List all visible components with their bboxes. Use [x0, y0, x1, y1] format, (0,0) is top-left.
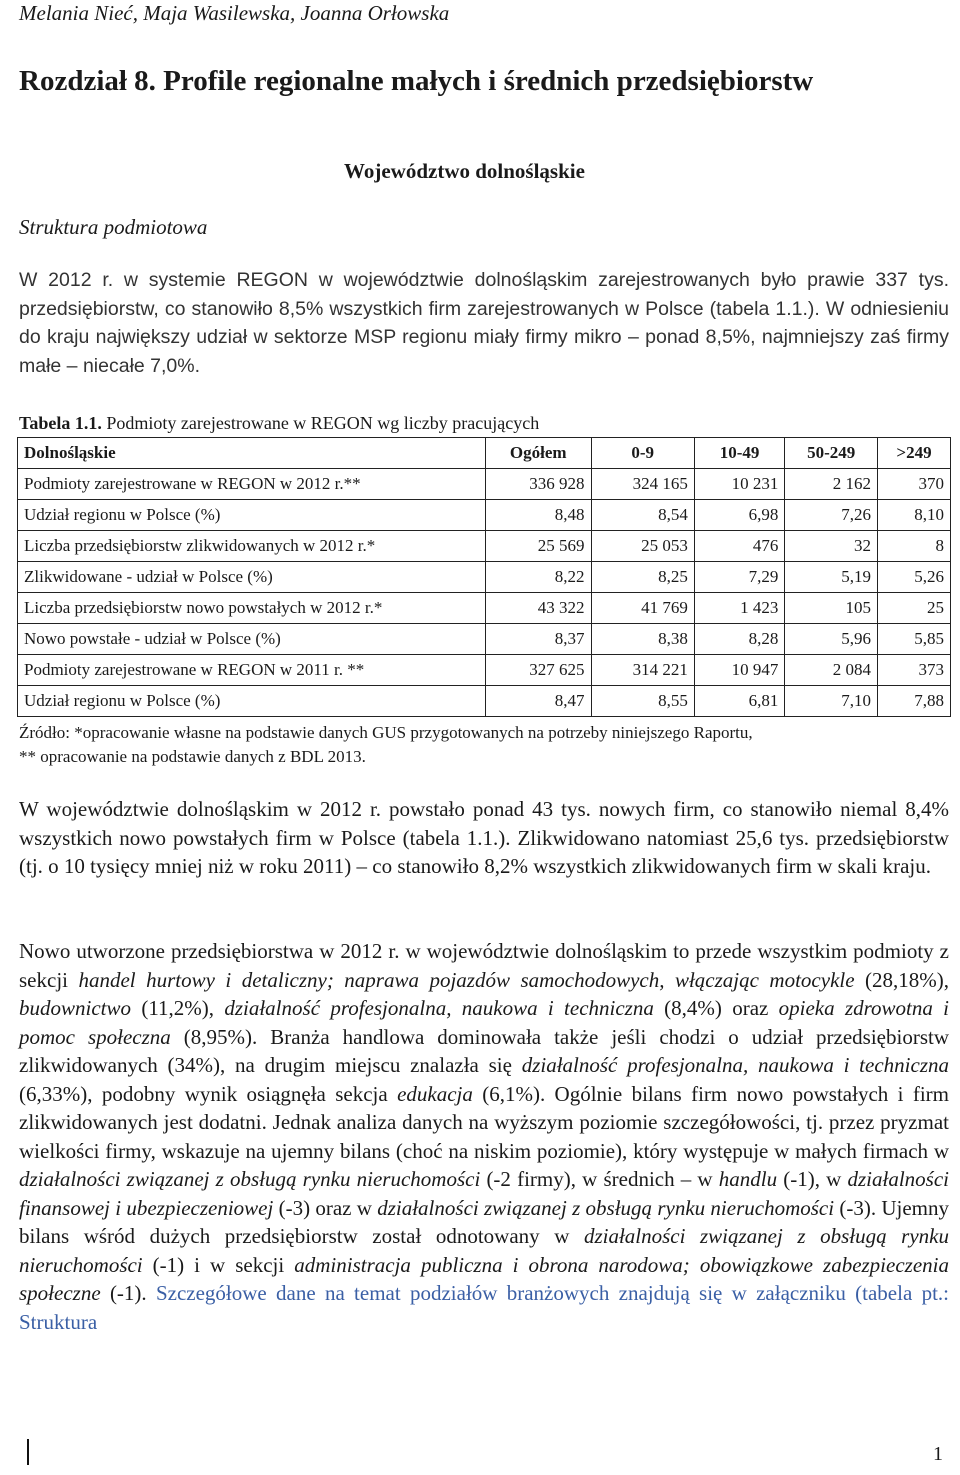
table-cell: Udział regionu w Polsce (%): [18, 500, 486, 531]
table-cell: 8,22: [486, 562, 592, 593]
text-run: (-1).: [100, 1281, 156, 1305]
table-cell: 8,25: [591, 562, 694, 593]
table-cell: 7,88: [877, 686, 950, 717]
paragraph-intro: W 2012 r. w systemie REGON w województwie dolnośląskim zarejestrowanych było prawie 337 tys. przedsiębiorstw, co stanowiło 8,5% wszystkich firm zarejestrowanych w Polsce (tabela 1.1.). W odniesieniu do kraju największy udział w sektorze MSP regionu miały firmy mikro – ponad 8,5%, najmniejszy zaś firmy małe – niecałe 7,0%.: [19, 269, 949, 377]
table-caption-label: Tabela 1.1.: [19, 413, 102, 433]
table-cell: 2 084: [785, 655, 878, 686]
table-cell: 8,37: [486, 624, 592, 655]
table-row: [18, 562, 951, 593]
table-cell: 41 769: [591, 593, 694, 624]
sector-name: administracja publiczna i obrona narodowa; obowiązkowe zabezpieczenia społeczne: [19, 1252, 949, 1305]
table-cell: 8,28: [694, 624, 784, 655]
table-cell: 7,10: [785, 686, 878, 717]
sector-name: działalności finansowej i ubezpieczeniowej: [19, 1167, 949, 1220]
table-cell: 8,10: [877, 500, 950, 531]
table-cell: 8,55: [591, 686, 694, 717]
table-cell: 6,81: [694, 686, 784, 717]
table-cell: 10 947: [694, 655, 784, 686]
table-row: [18, 655, 951, 686]
text-run: (-3) oraz w: [273, 1195, 378, 1220]
table-cell: 10 231: [694, 469, 784, 500]
table-cell: 43 322: [486, 593, 592, 624]
chapter-title: Rozdział 8. Profile regionalne małych i średnich przedsiębiorstw: [19, 65, 814, 97]
table-cell: 314 221: [591, 655, 694, 686]
table-cell: 25 569: [486, 531, 592, 562]
sector-name: działalność profesjonalna, naukowa i techniczna: [224, 996, 654, 1020]
sector-name: budownictwo: [19, 996, 132, 1020]
table-header-cell: >249: [877, 438, 950, 469]
table-header-cell: 50-249: [785, 438, 878, 469]
text-run: (-1) i w sekcji: [142, 1252, 295, 1277]
table-cell: 7,26: [785, 500, 878, 531]
table-row: [18, 624, 951, 655]
text-run: (6,33%), podobny wynik osiągnęła sekcja: [19, 1081, 398, 1106]
table-cell: 5,96: [785, 624, 878, 655]
table-header-cell: 0-9: [591, 438, 694, 469]
table-cell: 370: [877, 469, 950, 500]
sector-name: opieka zdrowotna i pomoc społeczna: [19, 996, 949, 1049]
paragraph-sectors: [19, 937, 949, 1336]
table-caption-text: Podmioty zarejestrowane w REGON wg liczby pracujących: [101, 413, 540, 433]
text-run: (-3). Ujemny bilans wśród dużych przedsiębiorstw został odnotowany w: [19, 1195, 949, 1248]
table-cell: 8,54: [591, 500, 694, 531]
table-row: [18, 531, 951, 562]
section-subtitle: Struktura podmiotowa: [19, 215, 208, 239]
table-header-cell: Ogółem: [486, 438, 592, 469]
table-cell: Udział regionu w Polsce (%): [18, 686, 486, 717]
sector-name: działalności związanej z obsługą rynku nieruchomości: [19, 1224, 949, 1277]
text-run: (-1), w: [777, 1167, 848, 1191]
table-cell: 7,29: [694, 562, 784, 593]
table-cell: 2 162: [785, 469, 878, 500]
table-row: [18, 500, 951, 531]
sector-name: handel hurtowy i detaliczny; naprawa pojazdów samochodowych, włączając motocykle: [78, 967, 855, 992]
table-cell: 327 625: [486, 655, 592, 686]
text-run: (28,18%),: [854, 967, 949, 992]
table-cell: 32: [785, 531, 878, 562]
table-cell: Podmioty zarejestrowane w REGON w 2011 r. **: [18, 655, 486, 686]
table-cell: 5,85: [877, 624, 950, 655]
source-line: ** opracowanie na podstawie danych z BDL 2013.: [19, 747, 366, 766]
sector-name: działalności związanej z obsługą rynku nieruchomości: [19, 1167, 481, 1191]
table-cell: 5,19: [785, 562, 878, 593]
table-cell: 25 053: [591, 531, 694, 562]
text-run: (-2 firmy), w średnich – w: [480, 1167, 719, 1191]
table-cell: 6,98: [694, 500, 784, 531]
table-cell: Liczba przedsiębiorstw nowo powstałych w 2012 r.*: [18, 593, 486, 624]
running-header-authors: Melania Nieć, Maja Wasilewska, Joanna Orłowska: [19, 1, 450, 25]
table-cell: 8: [877, 531, 950, 562]
table-cell: Podmioty zarejestrowane w REGON w 2012 r.**: [18, 469, 486, 500]
table-cell: 25: [877, 593, 950, 624]
table-header-cell: Dolnośląskie: [18, 438, 486, 469]
table-header-cell: 10-49: [694, 438, 784, 469]
paragraph-new-firms: W województwie dolnośląskim w 2012 r. powstało ponad 43 tys. nowych firm, co stanowiło niemal 8,4% wszystkich nowo powstałych firm w Polsce (tabela 1.1.). Zlikwidowano natomiast 25,6 tys. przedsiębiorstw (tj. o 10 tysięcy mniej niż w roku 2011) – co stanowiło 8,2% wszystkich zlikwidowanych firm w skali kraju.: [19, 797, 949, 878]
table-cell: Liczba przedsiębiorstw zlikwidowanych w 2012 r.*: [18, 531, 486, 562]
table-cell: 476: [694, 531, 784, 562]
text-run: (8,4%) oraz: [653, 996, 779, 1020]
table-cell: 373: [877, 655, 950, 686]
table-cell: 8,48: [486, 500, 592, 531]
text-cursor: [27, 1439, 29, 1465]
text-run: (11,2%),: [131, 996, 225, 1020]
table-source-note: [19, 721, 949, 769]
table-cell: 105: [785, 593, 878, 624]
sector-name: edukacja: [397, 1081, 473, 1106]
table-cell: Zlikwidowane - udział w Polsce (%): [18, 562, 486, 593]
page-number: 1: [933, 1443, 943, 1465]
sector-name: handlu: [718, 1167, 778, 1191]
annex-reference-link[interactable]: Szczegółowe dane na temat podziałów branżowych znajdują się w załączniku (tabela pt.: Struktura: [19, 1281, 949, 1334]
table-row: [18, 469, 951, 500]
table-cell: 324 165: [591, 469, 694, 500]
table-caption: [19, 411, 539, 435]
sector-name: działalność profesjonalna, naukowa i techniczna: [521, 1053, 949, 1077]
source-line: Źródło: *opracowanie własne na podstawie danych GUS przygotowanych na potrzeby niniejszego Raportu,: [19, 723, 753, 742]
table-cell: 336 928: [486, 469, 592, 500]
table-cell: 8,47: [486, 686, 592, 717]
text-run: (8,95%). Branża handlowa dominowała także jeśli chodzi o udział przedsiębiorstw zlikwidowanych (34%), na drugim miejscu znalazła się: [19, 1024, 950, 1077]
table-cell: 8,38: [591, 624, 694, 655]
regon-table: [17, 437, 951, 717]
text-run: (6,1%). Ogólnie bilans firm nowo powstałych i firm zlikwidowanych jest dodatni. Jednak analiza danych na wyższym poziomie szczegółowości, tj. przez pryzmat wielkości firmy, wskazuje na ujemny bilans (choć na niskim poziomie), który występuje w małych firmach w: [19, 1081, 949, 1163]
table-header-row: [18, 438, 951, 469]
text-run: Nowo utworzone przedsiębiorstwa w 2012 r. w województwie dolnośląskim to przede wszystkim podmioty z sekcji: [19, 939, 949, 992]
table-cell: 5,26: [877, 562, 950, 593]
region-title: Województwo dolnośląskie: [344, 159, 585, 183]
table-cell: Nowo powstałe - udział w Polsce (%): [18, 624, 486, 655]
table-cell: 1 423: [694, 593, 784, 624]
table-row: [18, 686, 951, 717]
sector-name: działalności związanej z obsługą rynku nieruchomości: [377, 1195, 835, 1220]
table-row: [18, 593, 951, 624]
